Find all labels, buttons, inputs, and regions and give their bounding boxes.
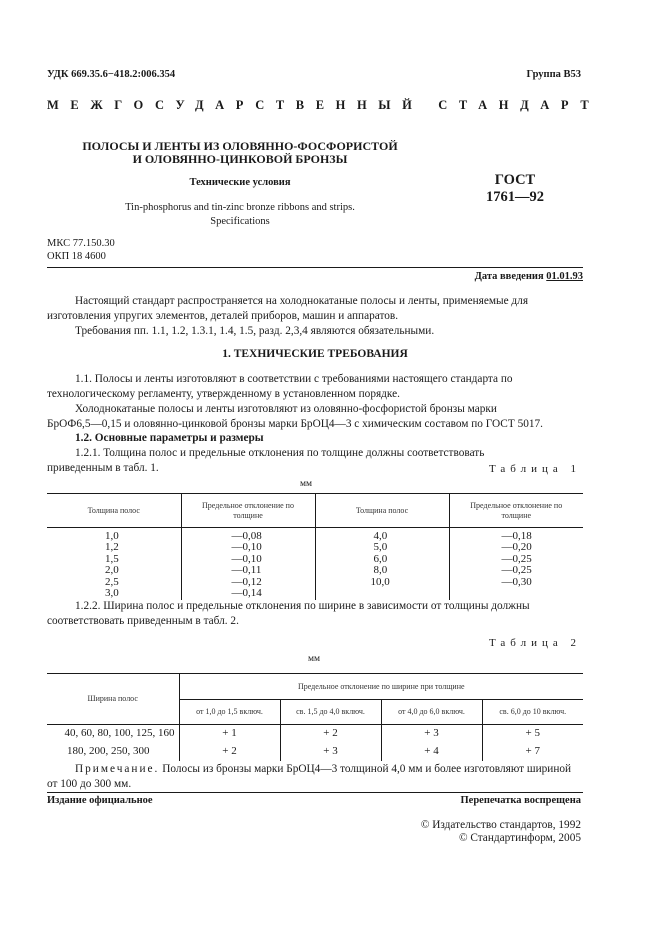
note-text: Полосы из бронзы марки БрОЦ4—3 толщиной 4,0 мм и более изготовляют шириной bbox=[162, 763, 572, 775]
gost-designation bbox=[470, 172, 560, 206]
table-1 bbox=[47, 493, 583, 600]
note-label: Примечание. bbox=[75, 763, 160, 775]
para-1-1b-line-1: Холоднокатаные полосы и ленты изготовляют из оловянно-фосфористой бронзы марки bbox=[75, 403, 497, 415]
table-cell: —0,08 bbox=[181, 528, 315, 543]
divider-line bbox=[47, 267, 583, 268]
table-1-label: Таблица 1 bbox=[488, 463, 581, 475]
okp-code: ОКП 18 4600 bbox=[47, 250, 106, 262]
table-2-header-row bbox=[47, 674, 583, 700]
official-edition: Издание официальное bbox=[47, 795, 153, 806]
table-1-unit: мм bbox=[300, 479, 313, 489]
table-cell: —0,12 bbox=[181, 577, 315, 588]
group-code: Группа В53 bbox=[526, 69, 581, 80]
table-2-subheader-cell: св. 1,5 до 4,0 включ. bbox=[280, 700, 381, 725]
table-cell: + 3 bbox=[280, 743, 381, 761]
table-cell: —0,11 bbox=[181, 565, 315, 576]
copyright-1992: © Издательство стандартов, 1992 bbox=[420, 819, 581, 831]
table-cell: —0,30 bbox=[449, 577, 583, 588]
table-cell: + 5 bbox=[482, 725, 583, 743]
english-title-line-1: Tin-phosphorus and tin-zinc bronze ribbons and strips. bbox=[125, 202, 355, 213]
table-cell: 4,0 bbox=[315, 528, 449, 543]
classification-codes bbox=[47, 238, 115, 263]
table-2-header-cell: Ширина полос bbox=[47, 674, 179, 725]
document-title bbox=[60, 140, 420, 166]
section-1-heading: 1. ТЕХНИЧЕСКИЕ ТРЕБОВАНИЯ bbox=[222, 348, 408, 360]
table-cell: 2,0 bbox=[105, 564, 119, 577]
table-cell: + 1 bbox=[179, 725, 280, 743]
mks-code: МКС 77.150.30 bbox=[47, 238, 115, 249]
copyright-2005: © Стандартинформ, 2005 bbox=[458, 832, 581, 844]
english-title bbox=[60, 201, 420, 229]
table-cell: 10,0 bbox=[315, 577, 449, 588]
table-cell: 3,0 bbox=[105, 587, 119, 600]
note-line-2: от 100 до 300 мм. bbox=[47, 778, 132, 790]
intro-date bbox=[475, 271, 583, 282]
para-1-1-line-2: технологическому регламенту, утвержденному в установленном порядке. bbox=[47, 388, 400, 400]
table-2-group-header: Предельное отклонение по ширине при толщине bbox=[179, 674, 583, 700]
footer-divider bbox=[47, 792, 583, 793]
intro-paragraph-1-line-2: изготовления упругих элементов, деталей приборов, машин и аппаратов. bbox=[47, 310, 399, 322]
table-cell: —0,10 bbox=[181, 542, 315, 553]
table-cell: 1,5 bbox=[105, 552, 119, 565]
para-1-2-2-line-1: 1.2.2. Ширина полос и предельные отклонения по ширине в зависимости от толщины должны bbox=[75, 600, 530, 612]
table-1-header-cell: Толщина полос bbox=[87, 505, 140, 515]
title-line-1: ПОЛОСЫ И ЛЕНТЫ ИЗ ОЛОВЯННО-ФОСФОРИСТОЙ bbox=[82, 139, 398, 153]
para-1-1-line-1: 1.1. Полосы и ленты изготовляют в соответствии с требованиями настоящего стандарта по bbox=[75, 373, 513, 385]
standard-banner: МЕЖГОСУДАРСТВЕННЫЙ СТАНДАРТ bbox=[47, 98, 601, 112]
table-2-subheader-cell: св. 6,0 до 10 включ. bbox=[482, 700, 583, 725]
table-row bbox=[47, 577, 583, 588]
table-2-unit: мм bbox=[308, 654, 321, 664]
table-row bbox=[47, 725, 583, 743]
table-1-header-cell: Предельное отклонение по толщине bbox=[449, 494, 583, 528]
table-cell: + 3 bbox=[381, 725, 482, 743]
table-cell: + 4 bbox=[381, 743, 482, 761]
para-1-1b-line-2: БрОФ6,5—0,15 и оловянно-цинковой бронзы марки БрОЦ4—3 с химическим составом по ГОСТ 5017. bbox=[47, 418, 543, 430]
table-cell: 180, 200, 250, 300 bbox=[67, 744, 150, 757]
intro-paragraph-1-line-1: Настоящий стандарт распространяется на холоднокатаные полосы и ленты, применяемые для bbox=[75, 295, 529, 307]
reprint-prohibited: Перепечатка воспрещена bbox=[460, 795, 581, 806]
table-cell: —0,25 bbox=[449, 554, 583, 565]
intro-paragraph-2: Требования пп. 1.1, 1.2, 1.3.1, 1.4, 1.5, разд. 2,3,4 являются обязательными. bbox=[75, 325, 435, 337]
table-cell: 1,2 bbox=[105, 541, 119, 554]
table-cell: —0,25 bbox=[449, 565, 583, 576]
note-line-1 bbox=[75, 762, 571, 777]
gost-number: 1761—92 bbox=[486, 189, 544, 205]
subsection-1-2-heading: 1.2. Основные параметры и размеры bbox=[75, 432, 264, 444]
table-cell: + 2 bbox=[179, 743, 280, 761]
english-title-line-2: Specifications bbox=[210, 216, 270, 227]
intro-date-value: 01.01.93 bbox=[546, 271, 583, 282]
table-cell: 1,0 bbox=[105, 530, 119, 542]
table-cell: —0,18 bbox=[449, 528, 583, 543]
table-cell: —0,10 bbox=[181, 554, 315, 565]
table-cell: + 7 bbox=[482, 743, 583, 761]
table-cell: 2,5 bbox=[105, 575, 119, 588]
table-1-header-cell: Толщина полос bbox=[315, 494, 449, 528]
table-2-subheader-cell: от 1,0 до 1,5 включ. bbox=[179, 700, 280, 725]
table-2-subheader-cell: от 4,0 до 6,0 включ. bbox=[381, 700, 482, 725]
intro-date-label: Дата введения bbox=[474, 271, 544, 282]
table-cell: 5,0 bbox=[315, 542, 449, 553]
table-1-header-cell: Предельное отклонение по толщине bbox=[181, 494, 315, 528]
gost-label: ГОСТ bbox=[494, 172, 536, 188]
table-cell: 40, 60, 80, 100, 125, 160 bbox=[64, 727, 175, 740]
table-cell: + 2 bbox=[280, 725, 381, 743]
para-1-2-2-line-2: соответствовать приведенным в табл. 2. bbox=[47, 615, 239, 627]
table-cell: 6,0 bbox=[315, 554, 449, 565]
table-2 bbox=[47, 673, 583, 761]
title-line-2: И ОЛОВЯННО-ЦИНКОВОЙ БРОНЗЫ bbox=[132, 152, 348, 166]
copyright-block bbox=[421, 819, 581, 845]
para-1-2-1-line-1: 1.2.1. Толщина полос и предельные отклонения по толщине должны соответствовать bbox=[75, 447, 485, 459]
table-row bbox=[47, 565, 583, 576]
table-2-label: Таблица 2 bbox=[488, 637, 581, 649]
udk-code: УДК 669.35.6−418.2:006.354 bbox=[47, 69, 176, 80]
table-row bbox=[47, 743, 583, 761]
table-cell: —0,20 bbox=[449, 542, 583, 553]
table-cell: 8,0 bbox=[315, 565, 449, 576]
document-subtitle: Технические условия bbox=[189, 177, 291, 188]
table-1-header-row bbox=[47, 494, 583, 528]
table-cell: —0,14 bbox=[181, 588, 315, 600]
table-row bbox=[47, 528, 583, 543]
para-1-2-1-line-2: приведенным в табл. 1. bbox=[47, 462, 159, 474]
